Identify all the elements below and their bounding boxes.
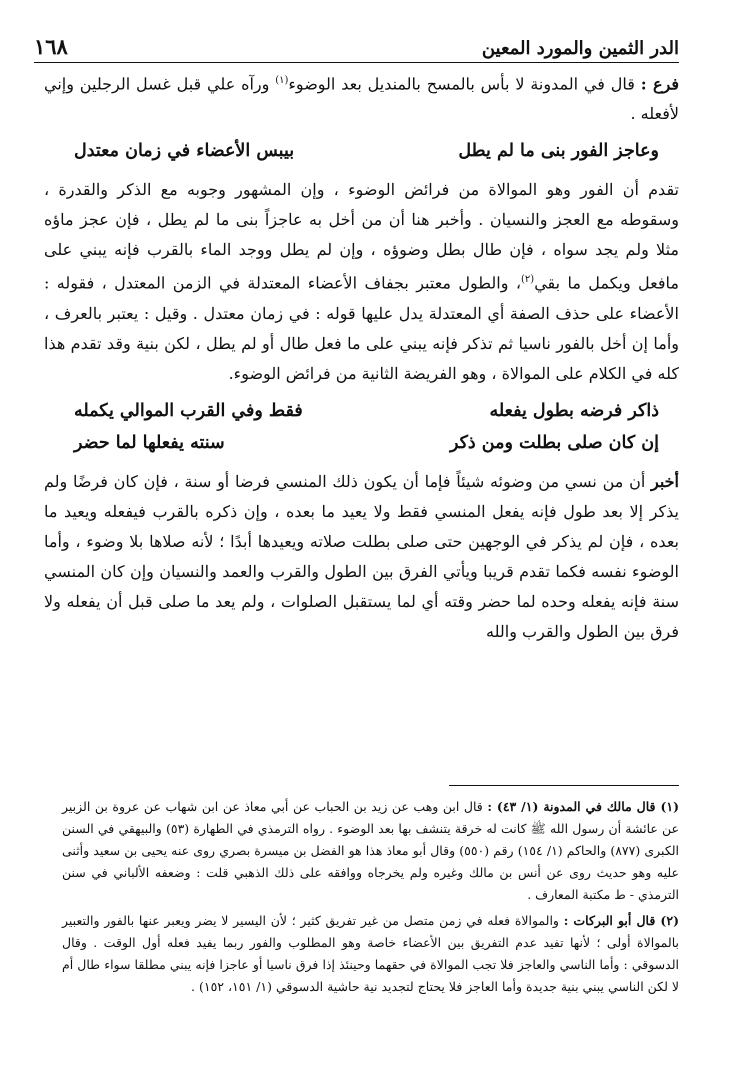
verse-block-1: [44, 135, 679, 167]
footnote-2-lead: (٢) قال أبو البركات :: [563, 913, 679, 928]
paragraph-2-text-b: ، والطول معتبر بجفاف الأعضاء المعتدلة في الزمن المعتدل ، فقوله : الأعضاء على حذف الصفة أي المعتدلة يدل عليها قوله : في زمان معتدل . وقيل : يعتبر بالعرف ، وأما إن أخل بالفور ناسيا ثم تذكر فإنه يبني على ما فعل طال أو لم يطل ، لكن بنية وقد تقدم هذا كله في الكلام على الموالاة ، وهو الفريضة الثانية من فرائض الوضوء.: [44, 273, 679, 383]
verse-line-3: [44, 427, 679, 459]
paragraph-2: [44, 175, 679, 388]
verse-2-first-hemistich: ذاكر فرضه بطول يفعله: [489, 400, 659, 421]
page-number: ١٦٨: [34, 34, 68, 59]
main-text: [44, 66, 679, 647]
paragraph-1: [44, 66, 679, 129]
paragraph-1-text-b: ورآه علي قبل غسل الرجلين وإني لأفعله .: [44, 74, 679, 124]
paragraph-1-lead: فرع :: [640, 74, 679, 94]
verse-3-second-hemistich: سنته يفعلها لما حضر: [74, 432, 225, 453]
footnote-2-text: والموالاة فعله في زمن متصل من غير تفريق كثير ؛ لأن اليسير لا يضر ويعبر عنها بالفور والتعبير بالموالاة أولى ؛ لأنها تفيد عدم التفريق بين الأعضاء خاصة وهو المطلوب والفور ربما يفيد فعله أول الوقت . وقال الدسوقي : وأما الناسي والعاجز فلا تجب الموالاة في حقهما وحينئذ إذا فرق ناسيا أو عاجزا فإنه يبني مطلقا سواء طال أم لا لكن الناسي يبني بنية جديدة وأما العاجز فلا يحتاج لتجديد نية حاشية الدسوقي (١/ ١٥١، ١٥٢) .: [62, 913, 679, 994]
paragraph-1-text-a: قال في المدونة لا بأس بالمسح بالمنديل بعد الوضوء: [288, 74, 641, 94]
running-header: [34, 30, 679, 63]
footnote-ref-2: (٢): [521, 274, 535, 286]
footnote-ref-1: (١): [275, 75, 289, 86]
footnote-2: [62, 910, 679, 998]
verse-1-first-hemistich: وعاجز الفور بنى ما لم يطل: [458, 141, 659, 162]
footnotes: [62, 796, 679, 1002]
footnote-1: [62, 796, 679, 906]
paragraph-2-text-a: تقدم أن الفور وهو الموالاة من فرائض الوضوء ، وإن المشهور وجوبه مع الذكر والقدرة ، وسقوطه مع العجز والنسيان . وأخبر هنا أن من أخل به عاجزاً بنى ما لم يطل ، فإن عجز ماؤه مثلا ولم يجد سواه ، فإن طال بطل وضوؤه ، وإن لم يطل ووجد الماء بالقرب فإنه يبني على مافعل ويكمل ما بقي: [44, 180, 680, 293]
footnote-1-lead: (١) قال مالك في المدونة (١/ ٤٣) :: [487, 799, 679, 814]
verse-line-1: [44, 135, 679, 167]
book-title: الدر الثمين والمورد المعين: [481, 38, 679, 59]
verse-1-second-hemistich: بيبس الأعضاء في زمان معتدل: [74, 141, 295, 162]
paragraph-3-text: أن من نسي من وضوئه شيئاً فإما أن يكون ذلك المنسي فرضا أو سنة ، فإن كان فرضًا ولم يذكر إلا بعد طول فإنه يفعل المنسي فقط ولا يعيد ما بعده ، وإن ذكره بالقرب فيفعله ويعيد ما بعده ، فإن لم يذكر في الوجهين حتى صلى بطلت صلاته ويعيدها أبدًا ؛ لأنه صلاها بلا وضوء ، وأما الوضوء نفسه فكما تقدم قريبا ويأتي الفرق بين الطول والقرب والعمد والنسيان وإن كان المنسي سنة فإنه يفعله وحده لما حضر وقته أي لما يستقبل الصلوات ، ولم يعد ما صلى قبل أن يفعله ولا فرق بين الطول والقرب والله: [44, 471, 680, 641]
footnote-1-text: قال ابن وهب عن زيد بن الحباب عن أبي معاذ عن ابن شهاب عن عروة بن الزبير عن عائشة أن رسول الله ﷺ كانت له خرقة يتنشف بها بعد الوضوء . رواه الترمذي في الطهارة (٥٣) والبيهقي في السنن الكبرى (٨٧٧) والحاكم (١/ ١٥٤) رقم (٥٥٠) وقال أبو معاذ هذا هو الفضل بن ميسرة بصري روى عنه يحيى بن سعيد وأثنى عليه وهو حديث روى عن أنس بن مالك وغيره ولم يخرجاه ووافقه على ذلك الذهبي قلت : وضعفه الألباني في سنن الترمذي - ط مكتبة المعارف .: [62, 799, 679, 902]
verse-2-second-hemistich: فقط وفي القرب الموالي يكمله: [74, 400, 303, 421]
paragraph-3: [44, 467, 679, 647]
verse-line-2: [44, 395, 679, 427]
paragraph-3-lead: أخبر: [651, 471, 679, 491]
verse-3-first-hemistich: إن كان صلى بطلت ومن ذكر: [449, 432, 659, 453]
verse-block-2: [44, 395, 679, 459]
footnote-separator: [449, 785, 679, 786]
